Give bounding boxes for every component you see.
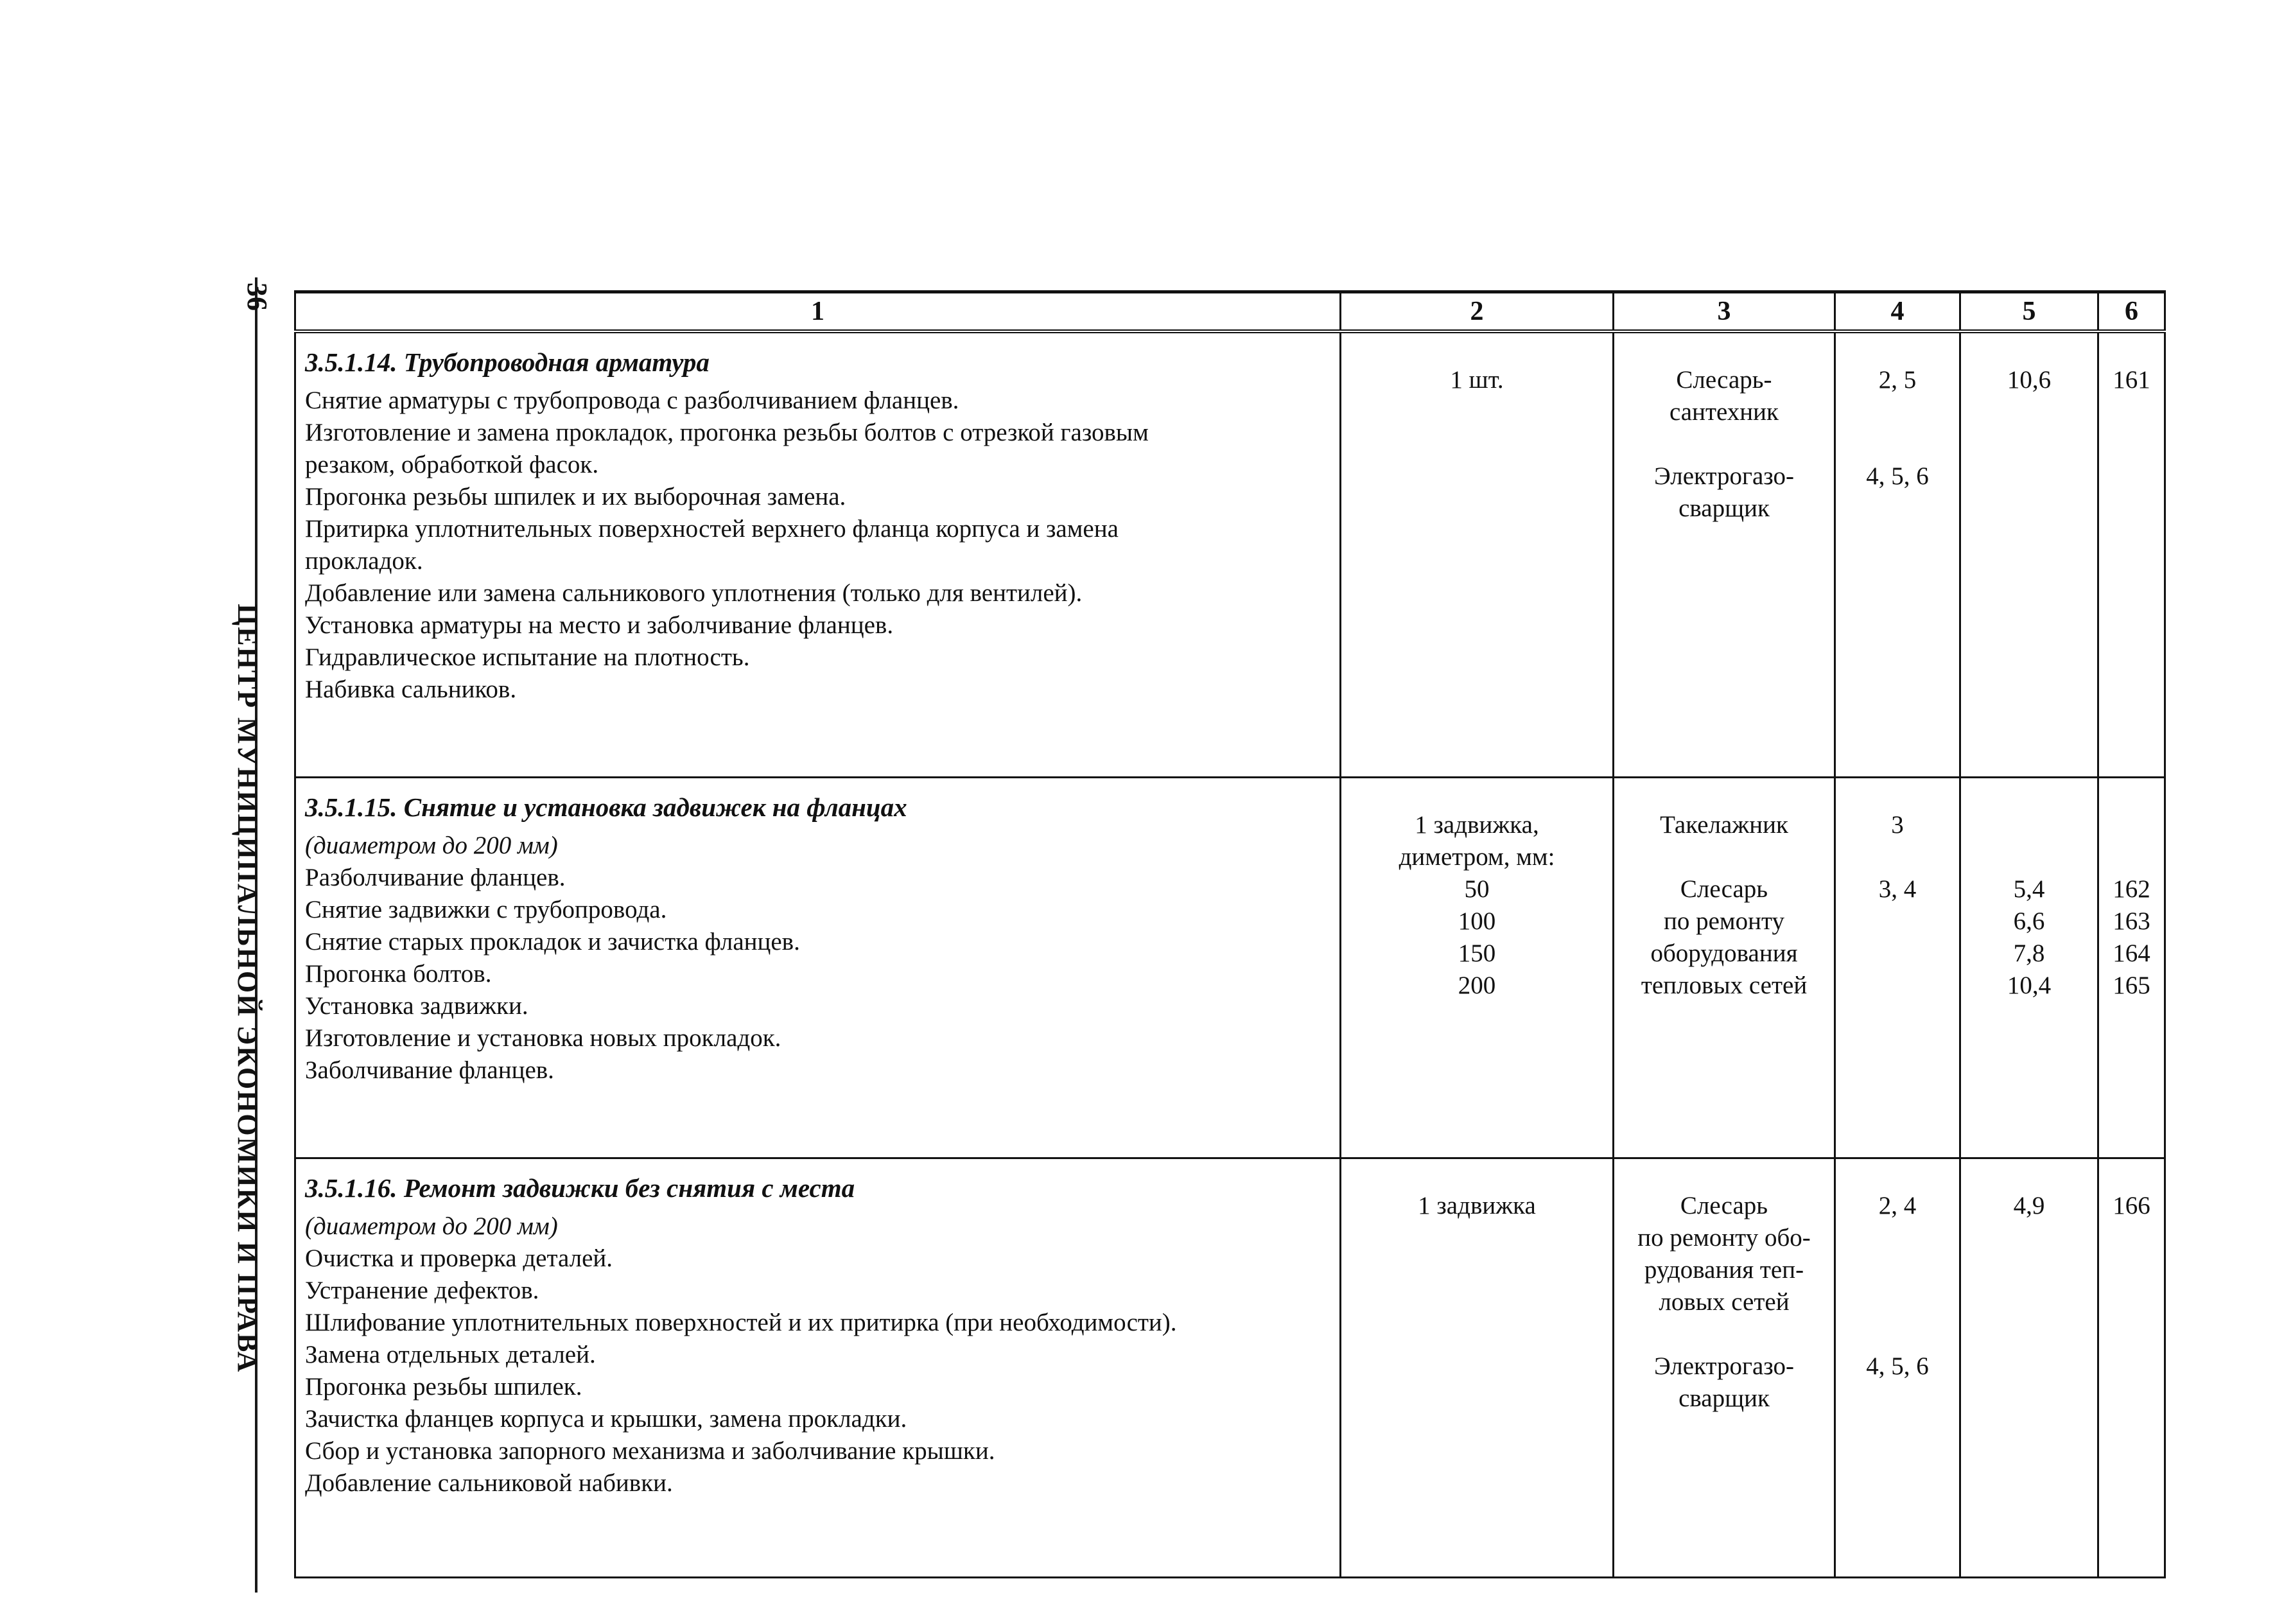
cell-spacer <box>1614 1318 1834 1350</box>
cell-value: 100 <box>1458 907 1496 935</box>
cell-value: оборудования <box>1650 939 1798 967</box>
item-number-cell <box>2098 778 2165 1158</box>
work-step-line: Изготовление и замена прокладок, прогонка резьбы болтов с отрезкой газовым <box>305 419 1149 446</box>
cell-value: 4,9 <box>2013 1192 2045 1219</box>
work-step-line: Прогонка резьбы шпилек и их выборочная замена. <box>305 483 846 511</box>
cell-value: 200 <box>1458 972 1496 999</box>
cell-value: 3 <box>1891 811 1904 839</box>
side-running-title: ЦЕНТР МУНИЦИПАЛЬНОЙ ЭКОНОМИКИ И ПРАВА <box>232 604 263 1374</box>
cell-value: ловых сетей <box>1659 1288 1790 1316</box>
unit-cell <box>1341 331 1614 778</box>
work-step-line: Заболчивание фланцев. <box>305 1056 554 1084</box>
header-row <box>295 292 2165 332</box>
cell-value: диметром, мм: <box>1399 843 1555 871</box>
cell-value: сантехник <box>1669 398 1779 426</box>
unit-cell <box>1341 1158 1614 1578</box>
work-step-line: Установка задвижки. <box>305 992 528 1020</box>
table-row <box>295 778 2165 1158</box>
cell-value: 5,4 <box>2013 875 2045 903</box>
work-step-line: резаком, обработкой фасок. <box>305 451 599 478</box>
column-header-3: 3 <box>1614 292 1835 332</box>
work-step-line: Устранение дефектов. <box>305 1277 539 1304</box>
grade-cell <box>1835 1158 1960 1578</box>
cell-value: 164 <box>2113 939 2150 967</box>
page-number: 36 <box>241 283 273 311</box>
work-step-line: Разболчивание фланцев. <box>305 864 566 891</box>
cell-spacer <box>1836 1318 1959 1350</box>
cell-value: 150 <box>1458 939 1496 967</box>
work-step-line: Сбор и установка запорного механизма и заболчивание крышки. <box>305 1437 995 1465</box>
work-description-cell <box>295 1158 1341 1578</box>
cell-value: 2, 5 <box>1878 366 1917 394</box>
column-header-5: 5 <box>1960 292 2098 332</box>
cell-value: Слесарь <box>1680 875 1768 903</box>
section-title: 3.5.1.16. Ремонт задвижки без снятия с места <box>305 1173 855 1203</box>
work-step-line: Зачистка фланцев корпуса и крышки, замена прокладки. <box>305 1405 907 1433</box>
cell-value: 1 задвижка, <box>1415 811 1539 839</box>
cell-value: Электрогазо- <box>1654 1352 1794 1380</box>
cell-value: 6,6 <box>2013 907 2045 935</box>
column-header-2: 2 <box>1341 292 1614 332</box>
cell-value: 3, 4 <box>1878 875 1917 903</box>
cell-value: тепловых сетей <box>1641 972 1808 999</box>
cell-value: Такелажник <box>1660 811 1788 839</box>
work-step-line: Изготовление и установка новых прокладок. <box>305 1024 781 1052</box>
cell-spacer <box>1836 396 1959 428</box>
work-step-line: Прогонка резьбы шпилек. <box>305 1373 582 1401</box>
cell-spacer <box>1836 1286 1959 1318</box>
cell-value: сварщик <box>1678 1384 1770 1412</box>
cell-value: Слесарь- <box>1676 366 1772 394</box>
work-step-line: Снятие арматуры с трубопровода с разболчиванием фланцев. <box>305 387 959 414</box>
worker-cell <box>1614 331 1835 778</box>
worker-cell <box>1614 1158 1835 1578</box>
work-step-line: Очистка и проверка деталей. <box>305 1244 613 1272</box>
cell-value: 162 <box>2113 875 2150 903</box>
table-row <box>295 331 2165 778</box>
unit-cell <box>1341 778 1614 1158</box>
norm-cell <box>1960 778 2098 1158</box>
table-row <box>295 1158 2165 1578</box>
section-note: (диаметром до 200 мм) <box>305 1212 558 1240</box>
work-step-line: Притирка уплотнительных поверхностей верхнего фланца корпуса и замена <box>305 515 1119 543</box>
cell-value: 166 <box>2113 1192 2150 1219</box>
cell-value: по ремонту <box>1663 907 1784 935</box>
cell-value: 7,8 <box>2013 939 2045 967</box>
work-step-line: Снятие старых прокладок и зачистка фланцев. <box>305 928 800 956</box>
worker-cell <box>1614 778 1835 1158</box>
work-step-line: Набивка сальников. <box>305 676 517 703</box>
work-step-line: Гидравлическое испытание на плотность. <box>305 643 750 671</box>
cell-value: по ремонту обо- <box>1637 1224 1811 1252</box>
cell-value: 163 <box>2113 907 2150 935</box>
work-step-line: Замена отдельных деталей. <box>305 1341 596 1368</box>
item-number-cell <box>2098 331 2165 778</box>
grade-cell <box>1835 778 1960 1158</box>
cell-spacer <box>1836 841 1959 873</box>
cell-spacer <box>2099 841 2164 873</box>
cell-spacer <box>1836 428 1959 460</box>
cell-value: Электрогазо- <box>1654 462 1794 490</box>
cell-spacer <box>1614 428 1834 460</box>
cell-value: 1 шт. <box>1450 366 1504 394</box>
cell-value: 165 <box>2113 972 2150 999</box>
work-description-cell <box>295 778 1341 1158</box>
cell-value: 1 задвижка <box>1418 1192 1536 1219</box>
column-header-4: 4 <box>1835 292 1960 332</box>
cell-value: 161 <box>2113 366 2150 394</box>
work-description-cell <box>295 331 1341 778</box>
cell-spacer <box>1836 1254 1959 1286</box>
cell-spacer <box>1614 841 1834 873</box>
item-number-cell <box>2098 1158 2165 1578</box>
work-step-line: прокладок. <box>305 547 423 575</box>
work-step-line: Прогонка болтов. <box>305 960 492 988</box>
grade-cell <box>1835 331 1960 778</box>
norm-cell <box>1960 1158 2098 1578</box>
norm-cell <box>1960 331 2098 778</box>
cell-spacer <box>1961 841 2097 873</box>
cell-value: 10,4 <box>2007 972 2052 999</box>
cell-value: Слесарь <box>1680 1192 1768 1219</box>
column-header-6: 6 <box>2098 292 2165 332</box>
cell-value: рудования теп- <box>1644 1256 1804 1284</box>
work-step-line: Добавление или замена сальникового уплотнения (только для вентилей). <box>305 579 1083 607</box>
section-title: 3.5.1.14. Трубопроводная арматура <box>305 347 710 377</box>
cell-spacer <box>1961 809 2097 841</box>
norms-table <box>294 290 2166 1578</box>
cell-value: 10,6 <box>2007 366 2052 394</box>
work-step-line: Шлифование уплотнительных поверхностей и их притирка (при необходимости). <box>305 1309 1177 1336</box>
cell-value: 2, 4 <box>1878 1192 1917 1219</box>
column-header-1: 1 <box>295 292 1341 332</box>
cell-spacer <box>2099 809 2164 841</box>
cell-value: 4, 5, 6 <box>1866 1352 1929 1380</box>
cell-value: сварщик <box>1678 494 1770 522</box>
work-step-line: Снятие задвижки с трубопровода. <box>305 896 667 923</box>
cell-spacer <box>1836 1222 1959 1254</box>
section-title: 3.5.1.15. Снятие и установка задвижек на фланцах <box>305 792 907 822</box>
work-step-line: Установка арматуры на место и заболчивание фланцев. <box>305 611 894 639</box>
work-step-line: Добавление сальниковой набивки. <box>305 1469 673 1497</box>
cell-value: 50 <box>1464 875 1490 903</box>
cell-value: 4, 5, 6 <box>1866 462 1929 490</box>
section-note: (диаметром до 200 мм) <box>305 832 558 859</box>
